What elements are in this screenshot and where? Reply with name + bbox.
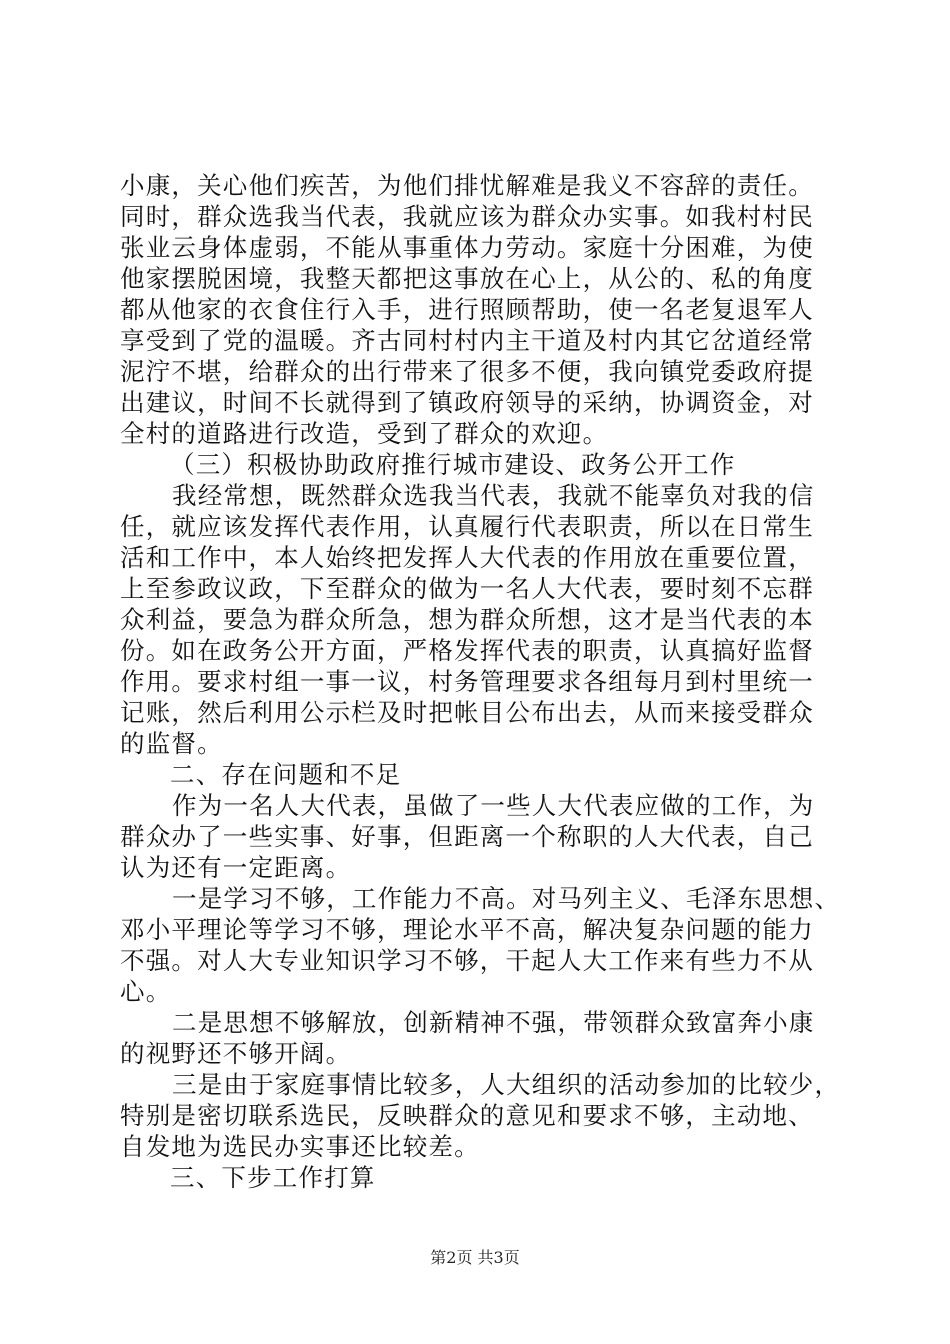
text-line: 一是学习不够，工作能力不高。对马列主义、毛泽东思想、	[172, 884, 841, 913]
text-line: 同时，群众选我当代表，我就应该为群众办实事。如我村村民	[120, 202, 814, 231]
text-line: 邓小平理论等学习不够，理论水平不高，解决复杂问题的能力	[120, 915, 814, 944]
text-line: 的监督。	[120, 729, 223, 758]
text-line: 他家摆脱困境，我整天都把这事放在心上，从公的、私的角度	[120, 264, 814, 293]
text-line: 全村的道路进行改造，受到了群众的欢迎。	[120, 419, 609, 448]
section-heading: 二、存在问题和不足	[170, 760, 402, 789]
text-line: 我经常想，既然群众选我当代表，我就不能辜负对我的信	[172, 481, 815, 510]
text-line: 特别是密切联系选民，反映群众的意见和要求不够，主动地、	[120, 1101, 814, 1130]
text-line: 的视野还不够开阔。	[120, 1039, 352, 1068]
text-line: 不强。对人大专业知识学习不够，干起人大工作来有些力不从	[120, 946, 814, 975]
text-line: 自发地为选民办实事还比较差。	[120, 1132, 480, 1161]
text-line: 心。	[120, 977, 172, 1006]
text-line: 张业云身体虚弱，不能从事重体力劳动。家庭十分困难，为使	[120, 233, 814, 262]
text-line: 都从他家的衣食住行入手，进行照顾帮助，使一名老复退军人	[120, 295, 814, 324]
text-line: 上至参政议政，下至群众的做为一名人大代表，要时刻不忘群	[120, 574, 814, 603]
text-line: 作用。要求村组一事一议，村务管理要求各组每月到村里统一	[120, 667, 814, 696]
text-line: 任，就应该发挥代表作用，认真履行代表职责，所以在日常生	[120, 512, 814, 541]
text-line: 三是由于家庭事情比较多，人大组织的活动参加的比较少，	[172, 1070, 841, 1099]
page-footer: 第2页 共3页	[430, 1248, 520, 1267]
text-line: 出建议，时间不长就得到了镇政府领导的采纳，协调资金，对	[120, 388, 814, 417]
text-line: 作为一名人大代表，虽做了一些人大代表应做的工作，为	[172, 791, 815, 820]
text-line: 二是思想不够解放，创新精神不强，带领群众致富奔小康	[172, 1008, 815, 1037]
text-line: 小康，关心他们疾苦，为他们排忧解难是我义不容辞的责任。	[120, 171, 814, 200]
section-heading: 三、下步工作打算	[170, 1163, 376, 1192]
body-text	[120, 170, 840, 1193]
text-line: 认为还有一定距离。	[120, 853, 352, 882]
section-heading: （三）积极协助政府推行城市建设、政务公开工作	[170, 450, 736, 479]
text-line: 享受到了党的温暖。齐古同村村内主干道及村内其它岔道经常	[120, 326, 814, 355]
text-line: 活和工作中，本人始终把发挥人大代表的作用放在重要位置，	[120, 543, 814, 572]
text-line: 群众办了一些实事、好事，但距离一个称职的人大代表，自己	[120, 822, 814, 851]
text-line: 泥泞不堪，给群众的出行带来了很多不便，我向镇党委政府提	[120, 357, 814, 386]
text-line: 份。如在政务公开方面，严格发挥代表的职责，认真搞好监督	[120, 636, 814, 665]
text-line: 众利益，要急为群众所急，想为群众所想，这才是当代表的本	[120, 605, 814, 634]
text-line: 记账，然后利用公示栏及时把帐目公布出去，从而来接受群众	[120, 698, 814, 727]
